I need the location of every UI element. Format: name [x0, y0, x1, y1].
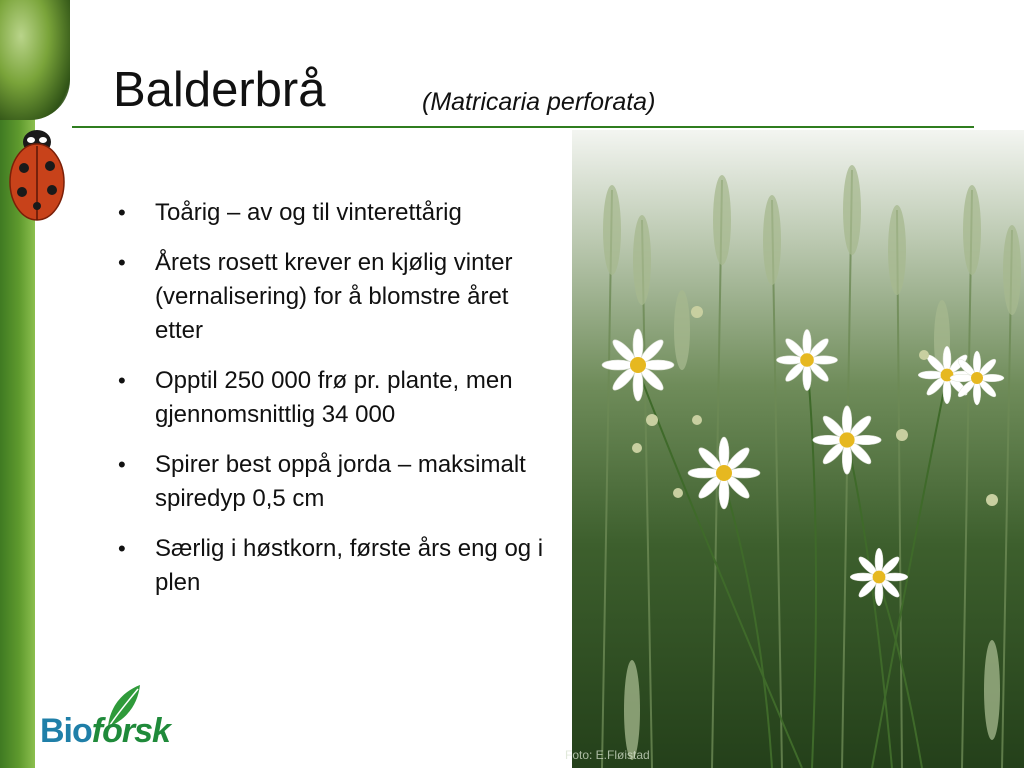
chamomile-photo: [572, 130, 1024, 768]
logo-text-bio: Bio: [40, 712, 92, 750]
daisy-group: [602, 306, 1004, 606]
ladybug-icon: [6, 110, 68, 225]
photo-illustration: [572, 130, 1024, 768]
bullet-item: • Årets rosett krever en kjølig vinter (vernalisering) for å blomstre året etter: [118, 246, 548, 348]
bullet-item: • Opptil 250 000 frø pr. plante, men gjennomsnittlig 34 000: [118, 364, 548, 432]
slide-title: Balderbrå: [113, 63, 326, 117]
bullet-item: • Særlig i høstkorn, første års eng og i plen: [118, 532, 548, 600]
bullet-item: • Toårig – av og til vinterettårig: [118, 196, 548, 230]
title-divider: [72, 126, 974, 128]
bioforsk-logo: [40, 712, 170, 751]
photo-credit: Foto: E.Fløistad: [565, 748, 650, 762]
bullet-item: • Spirer best oppå jorda – maksimalt spiredyp 0,5 cm: [118, 448, 548, 516]
slide-subtitle: (Matricaria perforata): [422, 88, 656, 116]
bullet-list: [118, 196, 548, 616]
plant-stem-decoration: [0, 0, 70, 120]
logo-text-forsk: forsk: [91, 712, 170, 750]
